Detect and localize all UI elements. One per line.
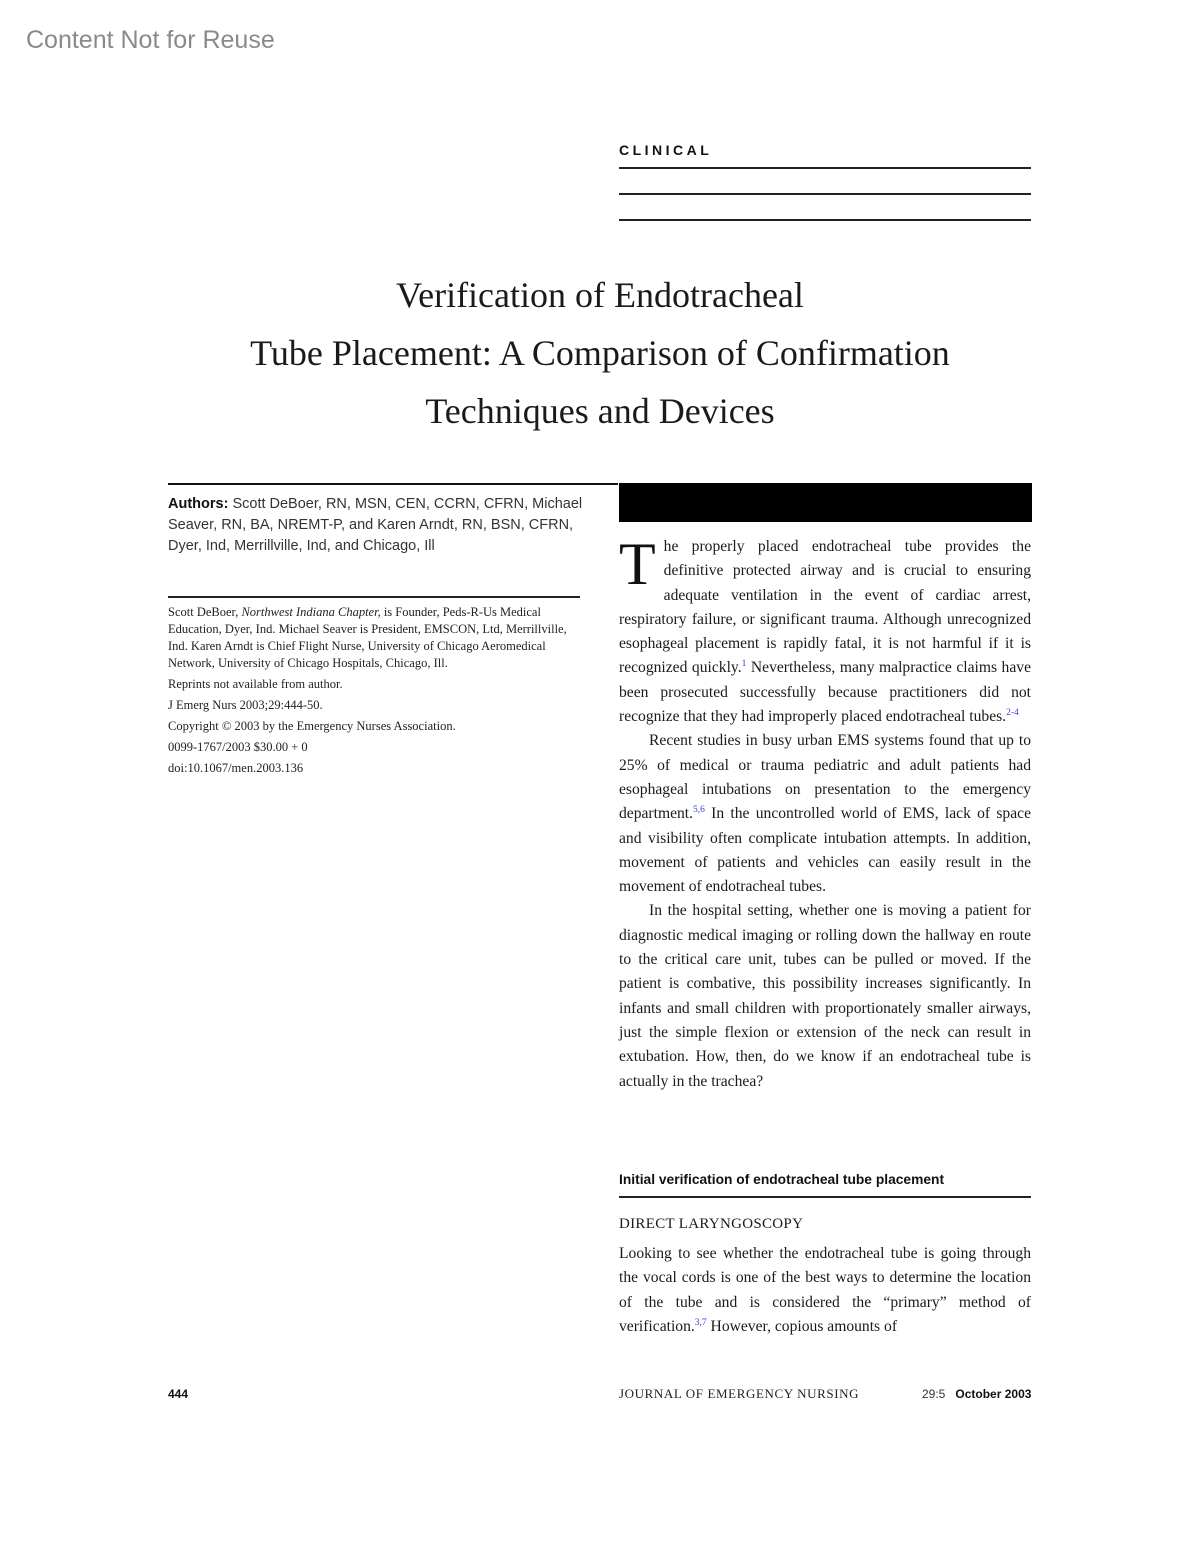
reference-link[interactable]: 2-4 — [1006, 707, 1019, 718]
reference-link[interactable]: 1 — [741, 659, 747, 670]
reference-link[interactable]: 5,6 — [693, 805, 705, 816]
section-label: CLINICAL — [619, 142, 713, 158]
drop-cap: T — [619, 531, 656, 597]
copyright-note: Copyright © 2003 by the Emergency Nurses Association. — [168, 719, 456, 733]
issn-note: 0099-1767/2003 $30.00 + 0 — [168, 740, 308, 754]
body-p4-text-a: Looking to see whether the endotracheal tube is going through the vocal cords is one of the best ways to determine the location of the tube and is considered the “primary” method of verification. — [619, 1245, 1031, 1335]
subsection-heading: DIRECT LARYNGOSCOPY — [619, 1216, 804, 1232]
body-p1-text-b: Nevertheless, many malpractice claims have been prosecuted successfully because practitioners did not recognize that they had improperly placed endotracheal tubes. — [619, 659, 1031, 726]
body-paragraph-1 — [619, 531, 1031, 729]
authors-label: Authors: — [168, 496, 229, 512]
header-rule-1 — [619, 167, 1031, 169]
article-title — [170, 266, 1030, 440]
reference-link[interactable]: 3,7 — [694, 1317, 707, 1328]
footer-volume: 29:5 — [922, 1387, 946, 1401]
section-heading: Initial verification of endotracheal tube placement — [619, 1172, 945, 1187]
footer-issue — [922, 1387, 1031, 1401]
page-number: 444 — [168, 1387, 189, 1401]
reprints-note: Reprints not available from author. — [168, 677, 343, 691]
authors-rule — [168, 483, 618, 485]
title-line-2: Tube Placement: A Comparison of Confirmation — [250, 333, 950, 373]
body-paragraph-3: In the hospital setting, whether one is moving a patient for diagnostic medical imaging or rolling down the hallway en route to the critical care unit, tubes can be pulled or moved. If the patient is combative, this possibility increases significantly. In infants and small children with proportionately smaller airways, just the simple flexion or extension of the neck can result in extubation. How, then, do we know if an endotracheal tube is actually in the trachea? — [619, 902, 1031, 1090]
affiliation-block — [168, 604, 580, 781]
body-column — [619, 531, 1031, 1094]
watermark: Content Not for Reuse — [26, 26, 275, 54]
decorative-black-bar — [619, 483, 1032, 522]
authors-block — [168, 494, 588, 557]
affiliation-name: Scott DeBoer, — [168, 605, 239, 619]
body-p1-text-a: he properly placed endotracheal tube provides the definitive protected airway and is crucial to ensuring adequate ventilation in the event of cardiac arrest, respiratory failure, or significant trauma. Although unrecognized esophageal placement is rapidly fatal, it is not harmful if it is recognized quickly. — [619, 538, 1031, 677]
body-p4-text-b: However, copious amounts of — [706, 1317, 898, 1335]
footer-date: October 2003 — [955, 1387, 1032, 1401]
title-line-3: Techniques and Devices — [425, 391, 775, 431]
title-line-1: Verification of Endotracheal — [396, 275, 804, 315]
body-paragraph-2 — [619, 729, 1031, 899]
header-rule-3 — [619, 219, 1031, 221]
footer-journal-name: JOURNAL OF EMERGENCY NURSING — [619, 1386, 860, 1401]
journal-citation: J Emerg Nurs 2003;29:444-50. — [168, 698, 323, 712]
affiliation-rest: is Founder, Peds-R-Us Medical Education, Dyer, Ind. Michael Seaver is President, EMSCON, Ltd, Merrillville, Ind. Karen Arndt is Chief Flight Nurse, University of Chicago Aeromedical Network, University of Chicago Hospitals, Chicago, Ill. — [168, 605, 567, 670]
authors-text: Scott DeBoer, RN, MSN, CEN, CCRN, CFRN, Michael Seaver, RN, BA, NREMT-P, and Karen Arndt, RN, BSN, CFRN, Dyer, Ind, Merrillville, Ind, and Chicago, Ill — [168, 496, 583, 554]
body-paragraph-4 — [619, 1242, 1031, 1339]
body-p2-text-b: In the uncontrolled world of EMS, lack of space and visibility often complicate intubation attempts. In addition, movement of patients and vehicles can easily result in the movement of endotracheal tubes. — [619, 805, 1031, 896]
affiliation-chapter: Northwest Indiana Chapter, — [241, 605, 381, 619]
section-heading-rule — [619, 1196, 1031, 1198]
body-column-2 — [619, 1242, 1031, 1339]
body-p2-text-a: Recent studies in busy urban EMS systems found that up to 25% of medical or trauma pediatric and adult patients had esophageal intubations on presentation to the emergency department. — [619, 732, 1031, 823]
doi-note: doi:10.1067/men.2003.136 — [168, 761, 304, 775]
affiliation-paragraph — [168, 604, 580, 672]
header-rule-2 — [619, 193, 1031, 195]
affiliation-rule — [168, 596, 580, 598]
